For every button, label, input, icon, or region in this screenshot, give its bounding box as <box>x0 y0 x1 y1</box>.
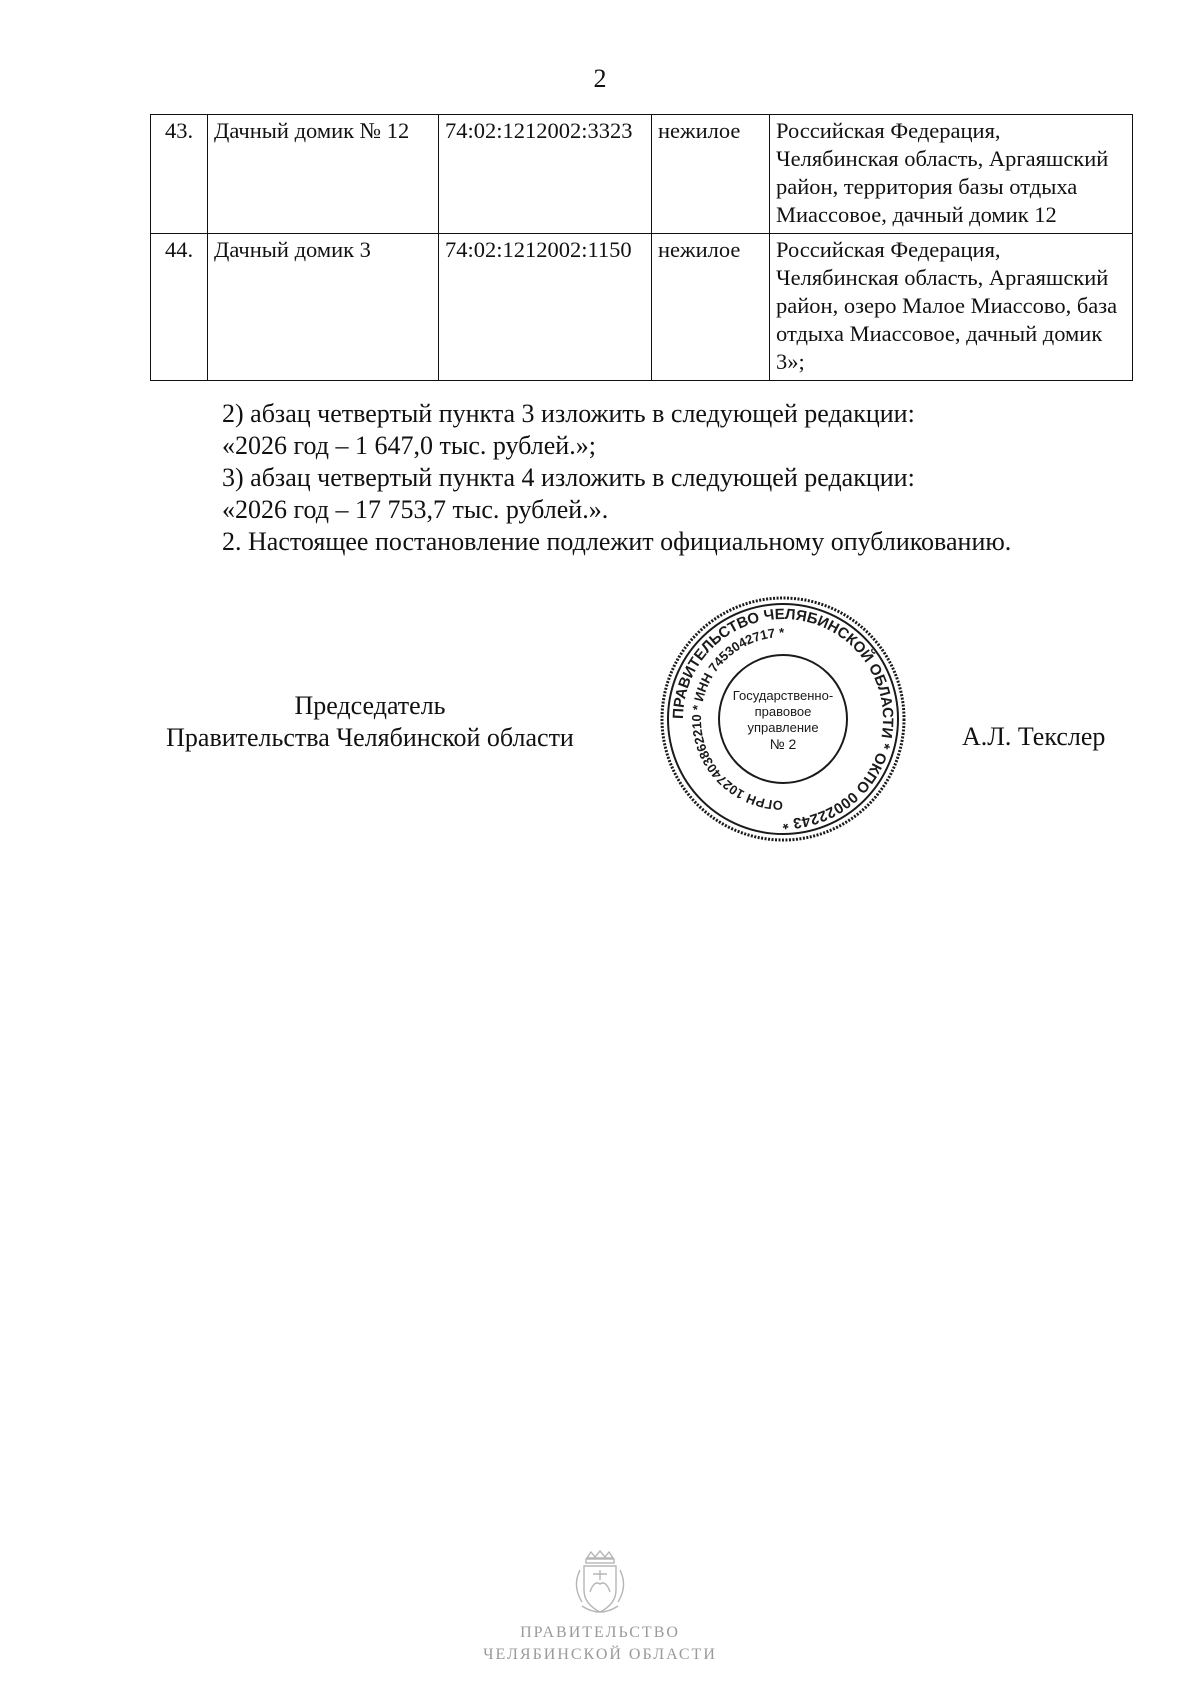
objects-table <box>150 114 1133 381</box>
seal-center-line: управление <box>747 720 819 735</box>
seal-outer-text: ПРАВИТЕЛЬСТВО ЧЕЛЯБИНСКОЙ ОБЛАСТИ * ОКПО 00022243 * <box>669 605 897 833</box>
coat-of-arms-icon <box>560 1550 640 1620</box>
amendments-block <box>222 398 1011 558</box>
signatory-name: А.Л. Текслер <box>962 722 1106 751</box>
footer-line: ПРАВИТЕЛЬСТВО <box>520 1624 680 1641</box>
cadastral-number: 74:02:1212002:1150 <box>439 234 652 381</box>
table-row <box>151 115 1133 234</box>
row-number: 44. <box>151 234 208 381</box>
footer-line: ЧЕЛЯБИНСКОЙ ОБЛАСТИ <box>483 1646 717 1663</box>
signatory-position <box>130 690 610 754</box>
seal-inner-text: ОГРН 1027403862210 * ИНН 7453042717 * <box>688 624 785 814</box>
object-address: Российская Федерация, Челябинская область, Аргаяшский район, территория базы отдыха Миассовое, дачный домик 12 <box>770 115 1133 234</box>
position-line: Председатель <box>294 691 446 720</box>
object-name: Дачный домик 3 <box>208 234 439 381</box>
seal-center-line: правовое <box>754 704 812 719</box>
cadastral-number: 74:02:1212002:3323 <box>439 115 652 234</box>
official-seal <box>658 594 908 844</box>
object-type: нежилое <box>652 115 770 234</box>
page-number: 2 <box>593 64 607 93</box>
table-row <box>151 234 1133 381</box>
position-line: Правительства Челябинской области <box>166 723 574 752</box>
footer-caption <box>0 1622 1200 1666</box>
row-number: 43. <box>151 115 208 234</box>
publication-clause: 2. Настоящее постановление подлежит официальному опубликованию. <box>222 527 1012 556</box>
object-address: Российская Федерация, Челябинская область, Аргаяшский район, озеро Малое Миассово, база отдыха Миассовое, дачный домик 3»; <box>770 234 1133 381</box>
amendment-paragraph: 3) абзац четвертый пункта 4 изложить в следующей редакции: <box>222 463 915 492</box>
amendment-paragraph: 2) абзац четвертый пункта 3 изложить в следующей редакции: <box>222 399 915 428</box>
seal-center-line: № 2 <box>769 736 797 752</box>
object-name: Дачный домик № 12 <box>208 115 439 234</box>
object-type: нежилое <box>652 234 770 381</box>
seal-center-line: Государственно- <box>732 688 834 703</box>
amendment-paragraph: «2026 год – 17 753,7 тыс. рублей.». <box>222 495 609 524</box>
amendment-paragraph: «2026 год – 1 647,0 тыс. рублей.»; <box>222 431 596 460</box>
